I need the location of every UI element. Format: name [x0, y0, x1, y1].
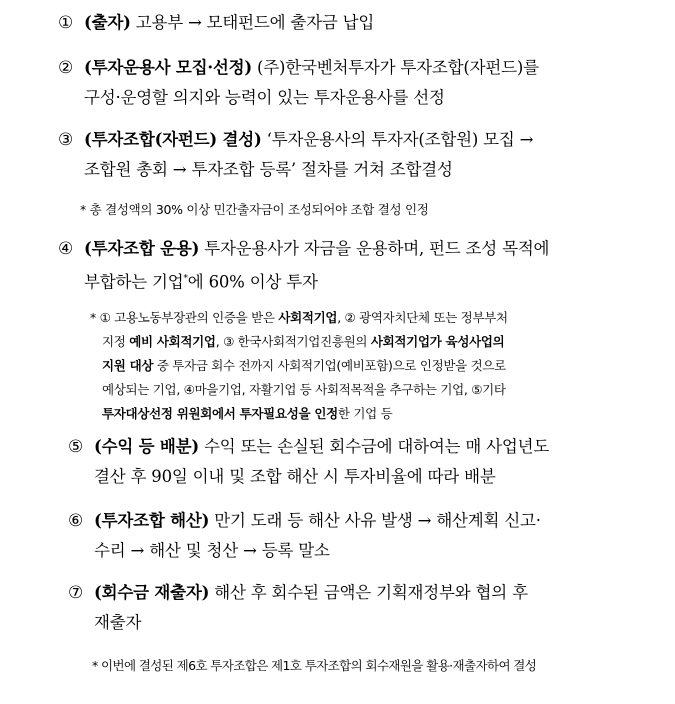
note-line4: 예상되는 기업, ④마을기업, 자활기업 등 사회적목적을 추구하는 기업, ⑤기타: [102, 382, 506, 397]
item-text-line2a: 부합하는 기업: [84, 272, 184, 292]
item-number: ⑥: [68, 511, 84, 531]
note-line3: 지원 대상 중 투자금 회수 전까지 사회적기업(예비포함)으로 인정받을 것으로: [102, 358, 506, 373]
item-manager-selection: [58, 53, 618, 113]
note-line5: 투자대상선정 위원회에서 투자필요성을 인정한 기업 등: [102, 406, 393, 421]
item-text-line1: 해산 후 회수된 금액은 기획재정부와 협의 후: [214, 583, 528, 602]
item-reinvestment: [68, 578, 628, 638]
item-number: ⑦: [68, 583, 84, 603]
note-line2: 지정 예비 사회적기업, ③ 한국사회적기업진흥원의 사회적기업가 육성사업의: [102, 334, 505, 349]
item-heading: (출자): [84, 13, 131, 32]
item-text: 고용부 → 모태펀드에 출자금 납입: [135, 13, 375, 32]
item-text-line1: (주)한국벤처투자가 투자조합(자펀드)를: [257, 58, 539, 77]
item-text-line2: 수리 → 해산 및 청산 → 등록 말소: [94, 541, 330, 560]
item-heading: (투자조합 해산): [94, 511, 210, 530]
item-number: ②: [58, 58, 74, 78]
item-heading: (수익 등 배분): [94, 437, 199, 456]
note-eligible-companies: [90, 306, 620, 426]
item-heading: (투자조합 운용): [84, 239, 200, 258]
note-formation: * 총 결성액의 30% 이상 민간출자금이 조성되어야 조합 결성 인정: [80, 202, 429, 217]
footnote-mark: *: [183, 274, 188, 284]
item-fund-formation: [58, 125, 618, 185]
item-investment: [58, 8, 618, 38]
item-text-line1: 수익 또는 손실된 회수금에 대하여는 매 사업년도: [204, 437, 550, 456]
note-reinvestment: * 이번에 결성된 제6호 투자조합은 제1호 투자조합의 회수재원을 활용·재출자하여 결성: [92, 658, 537, 673]
item-profit-distribution: [68, 432, 628, 492]
item-number: ⑤: [68, 437, 84, 457]
item-text-line2: 재출자: [94, 613, 142, 632]
item-text-line1: ‘투자운용사의 투자자(조합원) 모집 →: [266, 130, 534, 149]
item-fund-dissolution: [68, 506, 628, 566]
item-number: ④: [58, 239, 74, 259]
item-text-line2: 구성·운영할 의지와 능력이 있는 투자운용사를 선정: [84, 88, 445, 107]
item-heading: (회수금 재출자): [94, 583, 210, 602]
note-line1: * ① 고용노동부장관의 인증을 받은 사회적기업, ② 광역자치단체 또는 정부부처: [90, 310, 508, 325]
item-text-line1: 만기 도래 등 해산 사유 발생 → 해산계획 신고·: [214, 511, 541, 530]
item-text-line1: 투자운용사가 자금을 운용하며, 펀드 조성 목적에: [204, 239, 550, 258]
item-text-line2: [58, 264, 618, 298]
item-heading: (투자조합(자펀드) 결성): [84, 130, 262, 149]
item-text-line2: 조합원 총회 → 투자조합 등록’ 절차를 거쳐 조합결성: [84, 160, 453, 179]
item-fund-operation: [58, 234, 618, 298]
item-number: ①: [58, 13, 74, 33]
item-heading: (투자운용사 모집·선정): [84, 58, 252, 77]
item-text-line2: 결산 후 90일 이내 및 조합 해산 시 투자비율에 따라 배분: [94, 467, 496, 486]
item-text-line2b: 에 60% 이상 투자: [187, 272, 318, 292]
item-number: ③: [58, 130, 74, 150]
